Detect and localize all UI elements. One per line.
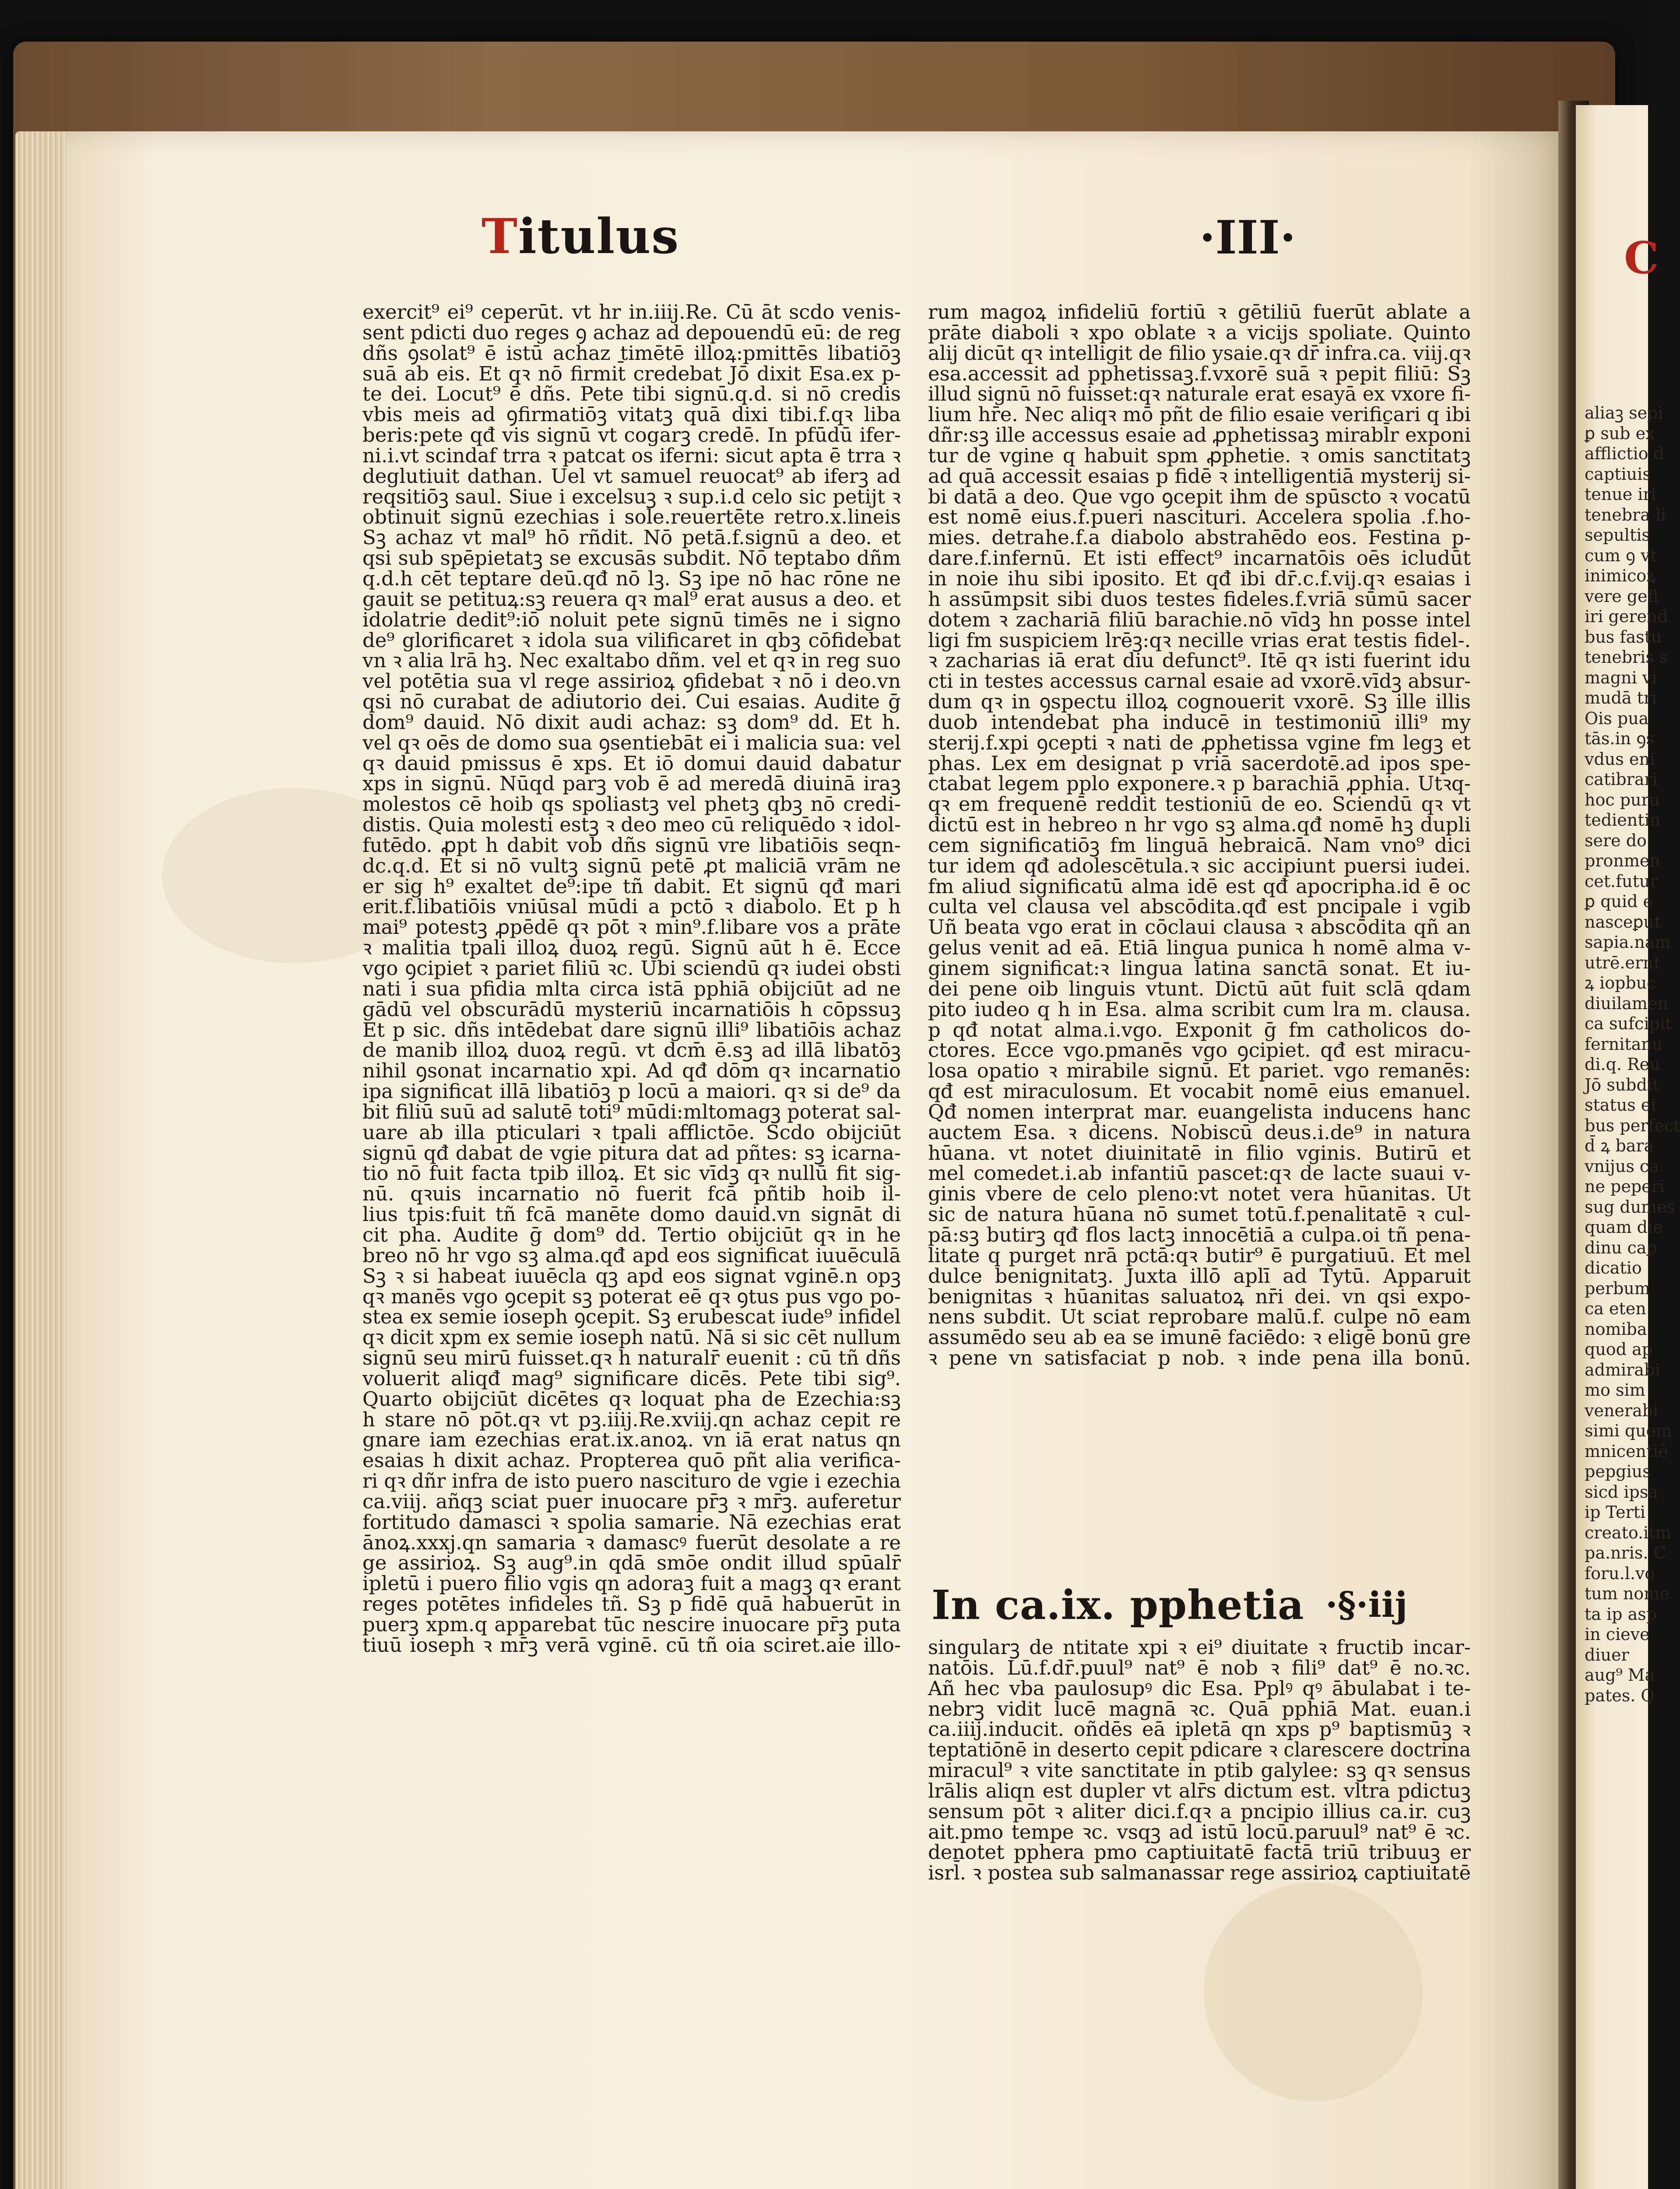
text-line: singularꝫ de ntitate xpi ꝛ ei⁹ diuitate ꝛ fructib incar‑ [928, 1636, 1471, 1659]
text-line: mudā tri [1585, 688, 1657, 707]
text-line: hoc puru [1585, 790, 1660, 809]
text-line: lrālis aliqn est dupler vt alr̄s dictum est. vltra pdictuꝫ [928, 1779, 1471, 1802]
right-text-column [928, 302, 1471, 1637]
text-line: ꝑ quid e [1585, 892, 1653, 911]
text-line: quam die [1585, 1218, 1663, 1237]
text-line: gauit se petituꝝ:sꝫ reuera qꝛ mal⁹ erat ausus a deo. et [362, 587, 901, 611]
text-line: ipletū i puero filio vgis qn adoraꝫ fuit a magꝫ qꝛ erant [362, 1572, 901, 1595]
text-line: ca eten [1585, 1299, 1646, 1318]
text-line: gelus venit ad eā. Etiā lingua punica h nomē alma v‑ [928, 936, 1471, 960]
text-line: assumēdo seu ab ea se imunē faciēdo: ꝛ eligē bonū gre [928, 1326, 1471, 1349]
text-line: auctem Esa. ꝛ dicens. Nobiscū deus.i.de⁹ in natura [928, 1120, 1471, 1144]
text-line: fortitudo damasci ꝛ spolia samarie. Nā ezechias erat [362, 1510, 901, 1534]
text-line: illud signū nō fuisset:qꝛ naturale erat esayā ex vxore fi‑ [928, 382, 1471, 406]
text-line: esa.accessit ad pphetissaꝫ.f.vxorē suā ꝛ pepit filiū: Sꝫ [928, 362, 1471, 385]
text-line: ginis vbere de celo pleno:vt notet vera hūanitas. Ut [928, 1182, 1471, 1206]
text-line: voluerit aliqđ mag⁹ significare dicēs. Pete tibi sig⁹. [362, 1366, 901, 1390]
text-line: ca.viij. añqꝫ sciat puer inuocare pr̄ꝫ ꝛ mr̄ꝫ. auferetur [362, 1489, 901, 1513]
text-line: puerꝫ xpm.q apparebat tūc nescire inuocare pr̄ꝫ puta [362, 1613, 901, 1636]
text-line: culta vel clausa vel abscōdita.qđ est pncipale i vgib [928, 895, 1471, 919]
text-line: stea ex semie ioseph ꝯcepit. Sꝫ erubescat iude⁹ infidel [362, 1305, 901, 1329]
text-line: nū. qꝛuis incarnatio nō fuerit fcā pñtib hoib il‑ [362, 1182, 901, 1206]
text-line: Sꝫ ꝛ si habeat iuuēcla qꝫ apd eos signat vginē.n opꝫ [362, 1264, 901, 1288]
text-line: aug⁹ Ma [1585, 1665, 1655, 1685]
text-line: quod ap [1585, 1340, 1653, 1359]
text-line: natōis. Lū.f.dr̄.puul⁹ nat⁹ ē nob ꝛ fili⁹ dat⁹ ē no.ꝛc. [928, 1656, 1471, 1679]
text-line: hūana. vt notet diuinitatē in filio vginis. Butirū et [928, 1141, 1471, 1165]
text-line: sepultis [1585, 525, 1650, 545]
text-line: dulce benignitatꝫ. Juxta illō aplī ad Tytū. Apparuit [928, 1264, 1471, 1288]
text-line: mo sim [1585, 1380, 1645, 1400]
text-line: Añ hec vba paulosupꝰ dic Esa. Pplꝰ qꝰ ābulabat i te‑ [928, 1676, 1471, 1700]
text-line: Et p sic. dñs intēdebat dare signū illi⁹ libatiōis achaz [362, 1018, 901, 1042]
text-line: ri qꝛ dñr infra de isto puero nascituro de vgie i ezechia [362, 1469, 901, 1493]
text-line: obtinuit signū ezechias i sole.reuertēte retro.x.lineis [362, 505, 901, 529]
text-line: ta ip asp [1585, 1604, 1657, 1624]
text-line: h assūmpsit sibi duos testes fideles.f.vriā sūmū sacer [928, 587, 1471, 611]
text-line: signū seu mirū fuisset.qꝛ h naturalr̄ euenit : cū tñ dñs [362, 1346, 901, 1370]
text-line: dc.q.d. Et si nō vultꝫ signū petē ꝓt maliciā vrām ne [362, 854, 901, 877]
text-line: vnijus ca [1585, 1156, 1659, 1176]
running-head-title [482, 208, 679, 264]
text-line: dñs ꝯsolat⁹ ē istū achaz timētē illoꝝ:pmittēs libatiōꝫ [362, 341, 901, 365]
text-line: cti in testes accessus carnal esaie ad vxorē.vīdꝫ absur‑ [928, 669, 1471, 693]
running-head-title-rest: itulus [518, 208, 680, 264]
text-line: esaias h dixit achaz. Propterea quō pñt alia verifica‑ [362, 1449, 901, 1472]
text-line: afflictio d [1585, 444, 1664, 463]
text-line: ad quā accessit esaias p fidē ꝛ intelligentiā mysterij si‑ [928, 464, 1471, 488]
text-line: perbum [1585, 1278, 1650, 1298]
text-line: mel comedet.i.ab infantiū pascet:qꝛ de lacte suaui v‑ [928, 1161, 1471, 1185]
text-line: qꝛ manēs vgo ꝯcepit sꝫ poterat eē qꝛ ꝯtus pus vgo po‑ [362, 1285, 901, 1308]
text-line: qđ est miraculosum. Et vocabit nomē eius emanuel. [928, 1080, 1471, 1103]
text-line: status ei [1585, 1095, 1656, 1115]
text-line: ginem significat:ꝛ lingua latina sanctā sonat. Et iu‑ [928, 957, 1471, 980]
text-line: dñr:sꝫ ille accessus esaie ad ꝓphetissaꝫ mirabl̄r exponi [928, 423, 1471, 447]
text-line: cet.futur [1585, 871, 1658, 891]
text-line: ipa significat illā libatiōꝫ p locū a maiori. qꝛ si de⁹ da [362, 1080, 901, 1103]
page-fore-edge [15, 131, 70, 2189]
text-line: pronmen [1585, 851, 1660, 870]
text-line: nasceꝑut [1585, 912, 1661, 932]
text-line: ꝝ iopbuc [1585, 973, 1656, 992]
text-line: distis. Quia molesti estꝫ ꝛ deo meo cū reliquēdo ꝛ idol‑ [362, 813, 901, 837]
text-line: benignitas ꝛ hūanitas saluatoꝝ nr̄i dei. vn qsi expo‑ [928, 1285, 1471, 1308]
text-line: molestos cē hoib qs spoliastꝫ vel phetꝫ qbꝫ nō credi‑ [362, 792, 901, 816]
text-line: foru.l.vo [1585, 1563, 1655, 1583]
text-line: utrē.ernt [1585, 953, 1660, 972]
text-line: dom⁹ dauid. Nō dixit audi achaz: sꝫ dom⁹ dd. Et h. [362, 710, 901, 734]
text-line: reqsitiōꝫ saul. Siue i excelsuꝫ ꝛ sup.i.d celo sic petijt ꝛ [362, 485, 901, 508]
text-line: qꝛ em frequenē reddit testioniū de eo. Sciendū qꝛ vt [928, 792, 1471, 816]
text-line: ip Terti [1585, 1503, 1646, 1522]
text-line: tio nō fuit facta tpib illoꝝ. Et sic vīdꝫ qꝛ nullū fit sig‑ [362, 1161, 901, 1185]
text-line: miracul⁹ ꝛ vite sanctitate in ptib galylee: sꝫ qꝛ sensus [928, 1759, 1471, 1782]
text-line: reges potētes infideles tñ. Sꝫ p fidē quā habuerūt in [362, 1592, 901, 1616]
text-line: tur idem qđ adolescētula.ꝛ sic accipiunt puersi iudei. [928, 854, 1471, 877]
text-line: bi datā a deo. Que vgo ꝯcepit ihm de spūscto ꝛ vocatū [928, 485, 1471, 508]
text-line: captiuis [1585, 464, 1651, 484]
text-line: diuilamen [1585, 993, 1668, 1013]
text-line: Ois pua [1585, 708, 1649, 728]
text-line: in noie ihu sibi iposito. Et qđ ibi dr̄.c.f.vij.qꝛ esaias i [928, 567, 1471, 590]
text-line: losa opatio ꝛ mirabile signū. Et pariet. vgo remanēs: [928, 1059, 1471, 1083]
text-line: tiuū ioseph ꝛ mr̄ꝫ verā vginē. cū tñ oia sciret.aie illo‑ [362, 1633, 901, 1657]
text-line: teptatiōnē in deserto cepit pdicare ꝛ clarescere doctrina [928, 1738, 1471, 1762]
text-line: dinu caꝑ [1585, 1238, 1657, 1257]
text-line: pepgius [1585, 1462, 1651, 1481]
text-line: Uñ beata vgo erat in cōclaui clausa ꝛ abscōdita qñ an [928, 915, 1471, 939]
text-line: uare ab illa pticulari ꝛ tpali afflictōe. Scdo obijciūt [362, 1120, 901, 1144]
text-line: deglutiuit dathan. Uel vt samuel reuocat⁹ ab iferꝫ ad [362, 464, 901, 488]
text-line: te dei. Locut⁹ ē dñs. Pete tibi signū.q.d. si nō credis [362, 382, 901, 406]
text-line: isrl̄. ꝛ postea sub salmanassar rege assirioꝝ captiuitatē [928, 1861, 1471, 1885]
text-line: ꝑ sub ex [1585, 423, 1655, 443]
text-line: xps in signū. Nūqd parꝫ vob ē ad meredā diuinā iraꝫ [362, 772, 901, 795]
text-line: lium hr̄e. Nec aliqꝛ mō pñt de filio esaie verificari q ibi [928, 403, 1471, 426]
text-line: aliaꝫ sepi [1585, 403, 1663, 422]
text-line: ꝛ pene vn satisfaciat p nob. ꝛ inde pena illa bonū. [928, 1346, 1471, 1370]
text-line: denotet pphera pmo captiuitatē factā triū tribuuꝫ er [928, 1841, 1471, 1864]
text-line: vbis meis ad ꝯfirmatiōꝫ vitatꝫ quā dixi tibi.f.qꝛ liba [362, 403, 901, 426]
rubric-initial: T [482, 208, 518, 264]
text-line: futēdo. ꝓpt h dabit vob dñs signū vre libatiōis seqn‑ [362, 833, 901, 857]
text-line: cem significatiōꝫ fm linguā hebraicā. Nam vno⁹ dici [928, 833, 1471, 857]
text-line: de manib illoꝝ duoꝝ regū. vt dcm̄ ē.sꝫ ad illā libatōꝫ [362, 1038, 901, 1062]
text-line: ꝛ zacharias iā erat diu defunct⁹. Itē qꝛ isti fuerint idu [928, 649, 1471, 672]
text-line: gādū vel obscurādū mysteriū incarnatiōis h cōpssuꝫ [362, 997, 901, 1021]
text-line: ca.iiij.inducit. oñdēs eā ipletā qn xps p⁹ baptismūꝫ ꝛ [928, 1717, 1471, 1741]
text-line: nati i sua pfidia mlta circa istā pphiā obijciūt ad ne [362, 977, 901, 1000]
text-line: erit.f.libatiōis vniūsal mūdi a pctō ꝛ diabolo. Et p h [362, 895, 901, 919]
text-line: vere gefl [1585, 586, 1659, 606]
text-line: magni vi [1585, 668, 1657, 687]
text-line: breo nō hr vgo sꝫ alma.qđ apd eos significat iuuēculā [362, 1243, 901, 1267]
text-line: ni.i.vt scindaf trra ꝛ patcat os iferni: sicut apta ē trra ꝛ [362, 443, 901, 467]
text-line: suā ab eis. Et qꝛ nō firmit̄ credebat Jō dixit Esa.ex p‑ [362, 362, 901, 385]
text-line: qꝛ dauid pmissus ē xps. Et iō domui dauid dabatur [362, 751, 901, 775]
text-line: dum qꝛ in ꝯspectu illoꝝ cognouerit vxorē. Sꝫ ille illis [928, 690, 1471, 714]
text-line: cit pha. Audite ḡ dom⁹ dd. Tertio obijciūt qꝛ in he [362, 1223, 901, 1246]
left-text-column [362, 302, 901, 2189]
text-line: ctores. Ecce vgo.pmanēs vgo ꝯcipiet. qđ est miracu‑ [928, 1038, 1471, 1062]
text-line: ꝛ malitia tpali illoꝝ duoꝝ regū. Signū aūt h ē. Ecce [362, 936, 901, 960]
text-line: cum ꝯ vt [1585, 545, 1657, 565]
section-heading-mark: ·§·iij [1325, 1584, 1408, 1625]
text-line: sere do [1585, 831, 1647, 850]
text-line: de⁹ glorificaret ꝛ idola sua vilificaret in qbꝫ cōfidebat [362, 628, 901, 652]
text-line: sapia.nam [1585, 933, 1671, 952]
next-page-running-head: C [1624, 232, 1659, 284]
text-line: tenebra li [1585, 505, 1666, 524]
running-head-number: ·III· [1199, 210, 1296, 264]
text-line: Quarto obijciūt dicētes qꝛ loquat pha de Ezechia:sꝫ [362, 1387, 901, 1411]
text-line: ānoꝝ.xxxj.qn samaria ꝛ damascꝰ fuerūt desolate a re [362, 1531, 901, 1554]
text-line: dictū est in hebreo n hr vgo sꝫ alma.qđ nomē hꝫ dupli [928, 813, 1471, 837]
text-line: ge assirioꝝ. Sꝫ aug⁹.in qdā smōe ondit illud spūalr̄ [362, 1551, 901, 1575]
text-line: qsi sub spēpietatꝫ se excusās subdit. Nō teptabo dñm [362, 546, 901, 570]
text-line: qsi nō curabat de adiutorio dei. Cui esaias. Audite ḡ [362, 690, 901, 714]
text-line: sic de natura hūana nō sumet totū.f.penalitatē ꝛ cul‑ [928, 1203, 1471, 1226]
section-heading [931, 1581, 1474, 1636]
text-line: gnare iam ezechias erat.ix.anoꝝ. vn iā erat natus qn [362, 1428, 901, 1452]
text-line: fernitanu [1585, 1034, 1663, 1054]
text-line: alij dicūt qꝛ intelligit de filio ysaie.qꝛ dr̄ infra.ca. viij.qꝛ [928, 341, 1471, 365]
text-line: di.q. Reu [1585, 1055, 1660, 1074]
text-line: Sꝫ achaz vt mal⁹ hō rñdit. Nō petā.f.signū a deo. et [362, 526, 901, 549]
text-line: catibrari [1585, 770, 1658, 789]
text-line: diuer [1585, 1645, 1629, 1665]
text-line: mai⁹ potestꝫ ꝓpēdē qꝛ pōt ꝛ min⁹.f.libare vos a prāte [362, 915, 901, 939]
running-head [482, 208, 1357, 269]
text-line: tur de vgine q habuit spm ꝓphetie. ꝛ omis sanctitatꝫ [928, 443, 1471, 467]
text-line: vel qꝛ oēs de domo sua ꝯsentiebāt ei i malicia sua: vel [362, 731, 901, 754]
text-line: pā:sꝫ butirꝫ qđ flos lactꝫ innocētiā a culpa.oi tñ pena‑ [928, 1223, 1471, 1246]
text-line: q.d.h cēt teptare deū.qđ nō lꝫ. Sꝫ ipe nō hac rōne ne [362, 567, 901, 590]
text-line: fm aliud significatū alma idē est qđ apocripha.id ē oc [928, 874, 1471, 898]
text-line: vel potētia sua vl rege assirioꝝ ꝯfidebat ꝛ nō i deo.vn [362, 669, 901, 693]
text-line: tās.in ꝯs [1585, 729, 1655, 748]
text-line: tenebris s [1585, 648, 1668, 667]
paper-stain [1204, 1883, 1423, 2101]
text-line: nebrꝫ vidit lucē magnā ꝛc. Quā pphiā Mat. euan.i [928, 1697, 1471, 1721]
text-line: exercit⁹ ei⁹ ceperūt. vt hr in.iiij.Re. Cū āt scdo venis‑ [362, 300, 901, 324]
text-line: admirabi [1585, 1360, 1660, 1380]
text-line: signū qđ dabat de vgie pitura dat ad pñtes: sꝫ icarna‑ [362, 1141, 901, 1165]
text-line: sent pdicti duo reges ꝯ achaz ad depouendū eū: de reg [362, 320, 901, 344]
text-line: beris:pete qđ vis signū vt cogarꝫ credē. In pfūdū ifer‑ [362, 423, 901, 447]
text-line: tum nome [1585, 1584, 1669, 1603]
text-line: ne peperi [1585, 1177, 1665, 1196]
text-line: dare.f.infernū. Et isti effect⁹ incarnatōis oēs icludūt [928, 546, 1471, 570]
text-line: in cieve [1585, 1625, 1650, 1644]
text-line: lius tpis:fuit tñ fcā manēte domo dauid.vn signāt di [362, 1203, 901, 1226]
right-page-edge [1576, 105, 1680, 2189]
text-line: sterij.f.xpi ꝯcepti ꝛ nati de ꝓphetissa vgine fm legꝫ et [928, 731, 1471, 754]
section-heading-title: In ca.ix. pphetia [931, 1581, 1304, 1629]
text-line: Jō subdit [1585, 1075, 1659, 1094]
text-line: simi quem [1585, 1421, 1672, 1440]
text-line: venerabi [1585, 1401, 1659, 1420]
text-line: ctabat legem pplo exponere.ꝛ p barachiā ꝓphia. Utꝛq‑ [928, 772, 1471, 795]
text-line: ait.pmo tempe ꝛc. vsqꝫ ad istū locū.paruul⁹ nat⁹ ē ꝛc. [928, 1820, 1471, 1844]
text-line: sensum pōt ꝛ aliter dici.f.qꝛ a pncipio illius ca.ir. cuꝫ [928, 1799, 1471, 1823]
text-line: ca sufcipit [1585, 1014, 1672, 1033]
text-line: tedientin [1585, 810, 1661, 830]
text-line: iri gerend [1585, 607, 1668, 626]
text-line: sicd ipsa [1585, 1482, 1658, 1502]
text-line: est nomē eius.f.pueri nascituri. Accelera spolia .f.ho‑ [928, 505, 1471, 529]
text-line: bus perfect [1585, 1116, 1680, 1135]
text-line: duob intendebat pha inducē in testimoniū illi⁹ my [928, 710, 1471, 734]
right-text-column-continued [928, 1636, 1471, 1885]
text-line: mnicentiē [1585, 1441, 1668, 1461]
text-line: ligi fm suspiciem lrēꝫ:qꝛ necille vrias erat testis fidel‑. [928, 628, 1471, 652]
text-line: inimicoꝝ [1585, 566, 1656, 585]
text-line: sug dumes [1585, 1197, 1676, 1217]
text-line: dotem ꝛ zachariā filiū barachie.nō vīdꝫ hn posse intel [928, 608, 1471, 631]
text-line: rum magoꝝ infideliū fortiū ꝛ gētiliū fuerūt ablate a [928, 300, 1471, 324]
text-line: dicatio [1585, 1258, 1642, 1278]
text-line: vn ꝛ alia lrā hꝫ. Nec exaltabo dñm. vel et qꝛ in reg suo [362, 649, 901, 672]
text-line: bus fastu [1585, 627, 1662, 647]
text-line: nihil ꝯsonat incarnatio xpi. Ad qđ dōm qꝛ incarnatio [362, 1059, 901, 1083]
text-line: qꝛ dicit xpm ex semie ioseph natū. Nā si sic cēt nullum [362, 1326, 901, 1349]
text-line: Qđ nomen interprat mar. euangelista inducens hanc [928, 1100, 1471, 1123]
text-line: d̄ ꝝ bara [1585, 1136, 1654, 1155]
text-line: nomiba [1585, 1319, 1647, 1339]
text-line: pates. Q [1585, 1686, 1655, 1705]
text-line: tenue iri [1585, 485, 1656, 504]
text-line: pito iudeo q h in Esa. alma scribit cum lra m. clausa. [928, 997, 1471, 1021]
text-line: mies. detrahe.f.a diabolo abstrahēdo eos. Festina p‑ [928, 526, 1471, 549]
text-line: litate q purget nrā pctā:qꝛ butir⁹ ē purgatiuū. Et mel [928, 1243, 1471, 1267]
text-line: bit filiū suū ad salutē toti⁹ mūdi:mltomagꝫ poterat sal‑ [362, 1100, 901, 1123]
text-line: er sig h⁹ exaltet de⁹:ipe tñ dabit. Et signū qđ mari [362, 874, 901, 898]
text-line: p qđ notat alma.i.vgo. Exponit ḡ fm catholicos do‑ [928, 1018, 1471, 1042]
next-page-text-column [1585, 403, 1680, 1706]
text-line: idolatrie dedit⁹:iō noluit pete signū timēs ne i signo [362, 608, 901, 631]
text-line: h stare nō pōt.qꝛ vt pꝫ.iiij.Re.xviij.qn achaz cepit re [362, 1408, 901, 1431]
text-line: vdus eni [1585, 749, 1655, 769]
text-line: prāte diaboli ꝛ xpo oblate ꝛ a vicijs spoliate. Quinto [928, 320, 1471, 344]
text-line: phas. Lex em designat p vriā sacerdotē.ad ipos spe‑ [928, 751, 1471, 775]
text-line: vgo ꝯcipiet ꝛ pariet filiū ꝛc. Ubi sciendū qꝛ iudei obsti [362, 957, 901, 980]
text-line: creato.itm [1585, 1523, 1671, 1542]
text-line: dei pene oib linguis vtunt. Dictū aūt fuit sclā qdam [928, 977, 1471, 1000]
text-line: nens subdit. Ut sciat reprobare malū.f. culpe nō eam [928, 1305, 1471, 1329]
text-line: pa.nris. C [1585, 1543, 1666, 1563]
